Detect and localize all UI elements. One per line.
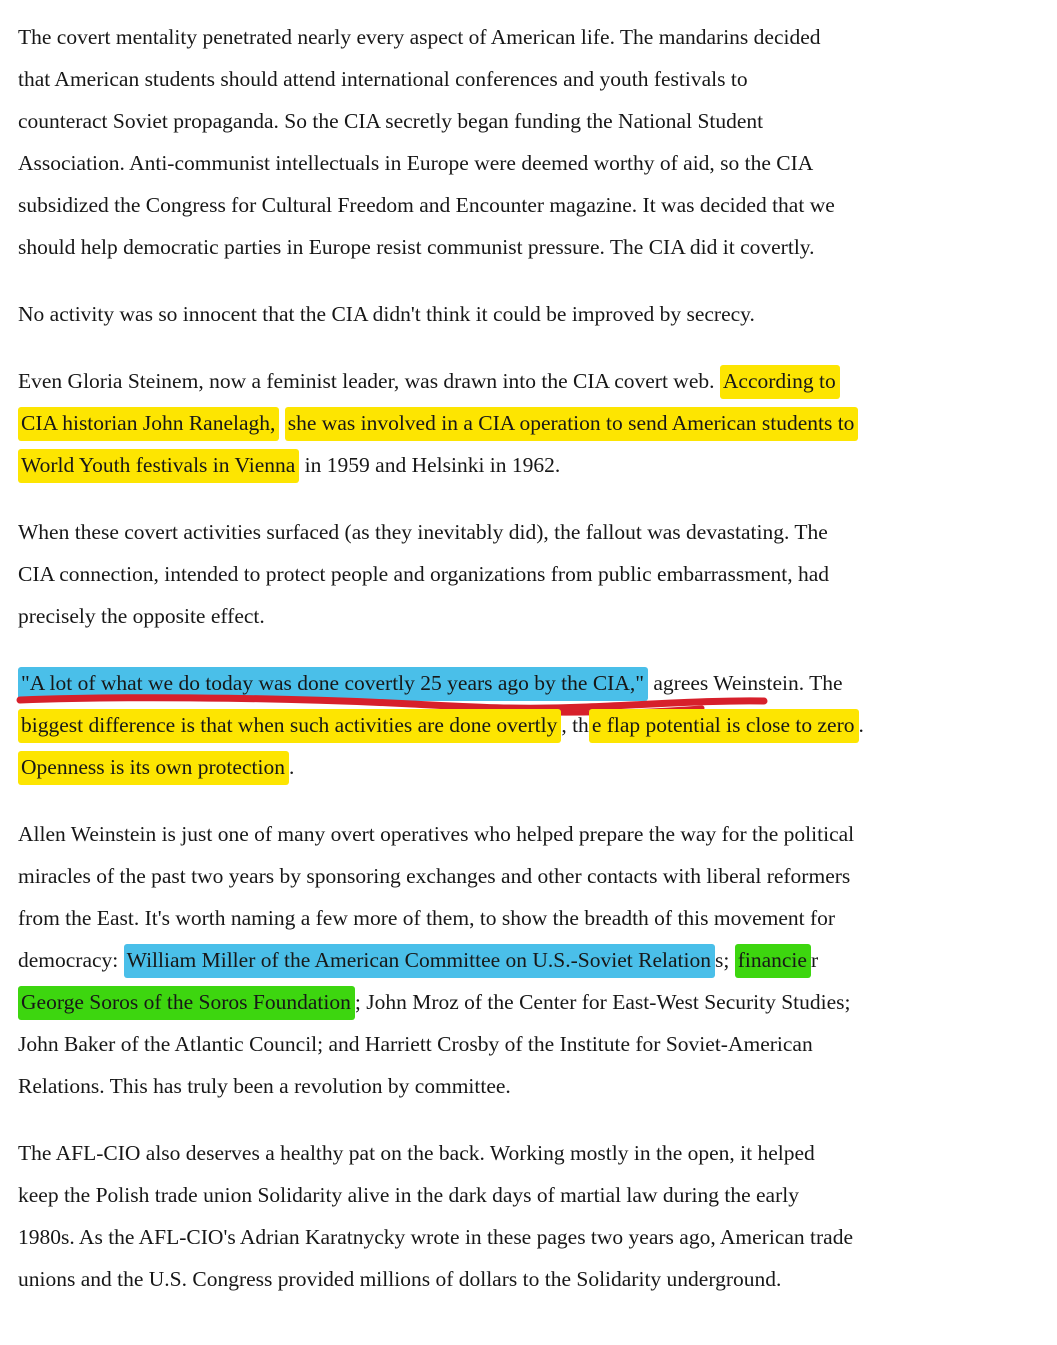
text-segment: unions and the U.S. Congress provided millions of dollars to the Solidarity underground. (18, 1267, 782, 1291)
text-segment: Allen Weinstein is just one of many overt operatives who helped prepare the way for the political (18, 822, 855, 846)
text-segment: The covert mentality penetrated nearly every aspect of American life. The mandarins decided (18, 25, 821, 49)
text-line (18, 1132, 1045, 1174)
blue-highlight-text: William Miller of the American Committee on U.S.-Soviet Relation (124, 944, 715, 978)
text-segment: precisely the opposite effect. (18, 604, 265, 628)
text-segment: , th (561, 713, 589, 737)
blue-highlight-text: "A lot of what we do today was done covertly 25 years ago by the CIA," (18, 667, 648, 701)
text-segment: miracles of the past two years by sponsoring exchanges and other contacts with liberal reformers (18, 864, 851, 888)
text-segment: CIA connection, intended to protect people and organizations from public embarrassment, had (18, 562, 829, 586)
text-segment: Even Gloria Steinem, now a feminist leader, was drawn into the CIA covert web. (18, 369, 720, 393)
text-segment: that American students should attend international conferences and youth festivals to (18, 67, 748, 91)
paragraph (18, 511, 1045, 637)
text-line (18, 704, 1045, 746)
text-line (18, 746, 1045, 788)
yellow-highlight-text: According to (720, 365, 840, 399)
text-line (18, 184, 1045, 226)
yellow-highlight-text: CIA historian John Ranelagh, (18, 407, 279, 441)
text-line (18, 360, 1045, 402)
text-line (18, 100, 1045, 142)
text-segment: from the East. It's worth naming a few more of them, to show the breadth of this movement for (18, 906, 836, 930)
paragraph (18, 813, 1045, 1107)
text-segment: agrees Weinstein. The (648, 671, 843, 695)
text-segment: keep the Polish trade union Solidarity alive in the dark days of martial law during the early (18, 1183, 799, 1207)
paragraph (18, 1132, 1045, 1300)
text-line (18, 511, 1045, 553)
text-segment (279, 411, 284, 435)
text-line (18, 444, 1045, 486)
text-segment: subsidized the Congress for Cultural Freedom and Encounter magazine. It was decided that we (18, 193, 835, 217)
text-line (18, 293, 1045, 335)
paragraph (18, 16, 1045, 268)
text-line (18, 1216, 1045, 1258)
text-line (18, 1065, 1045, 1107)
text-segment: Relations. This has truly been a revolution by committee. (18, 1074, 511, 1098)
text-line (18, 1023, 1045, 1065)
text-segment: The AFL-CIO also deserves a healthy pat on the back. Working mostly in the open, it helped (18, 1141, 815, 1165)
text-segment: . (288, 755, 295, 779)
text-line (18, 981, 1045, 1023)
text-segment: counteract Soviet propaganda. So the CIA secretly began funding the National Student (18, 109, 764, 133)
text-segment: Association. Anti-communist intellectuals in Europe were deemed worthy of aid, so the CIA (18, 151, 814, 175)
text-line (18, 58, 1045, 100)
green-highlight-text: financie (735, 944, 811, 978)
text-segment: ; John Mroz of the Center for East-West Security Studies; (354, 990, 851, 1014)
text-line (18, 939, 1045, 981)
yellow-highlight-text: World Youth festivals in Vienna (18, 449, 299, 483)
text-segment: in 1959 and Helsinki in 1962. (299, 453, 561, 477)
yellow-highlight-text: Openness is its own protection (18, 751, 289, 785)
text-line (18, 402, 1045, 444)
text-segment: democracy: (18, 948, 124, 972)
text-segment: s; (714, 948, 735, 972)
text-segment: John Baker of the Atlantic Council; and Harriett Crosby of the Institute for Soviet-American (18, 1032, 813, 1056)
paragraph (18, 293, 1045, 335)
text-line (18, 595, 1045, 637)
text-segment: should help democratic parties in Europe resist communist pressure. The CIA did it covertly. (18, 235, 815, 259)
text-segment: r (810, 948, 819, 972)
text-segment: 1980s. As the AFL-CIO's Adrian Karatnycky wrote in these pages two years ago, American trade (18, 1225, 854, 1249)
text-segment: No activity was so innocent that the CIA didn't think it could be improved by secrecy. (18, 302, 755, 326)
text-line (18, 897, 1045, 939)
text-line (18, 855, 1045, 897)
yellow-highlight-text: e flap potential is close to zero (589, 709, 859, 743)
text-line (18, 1258, 1045, 1300)
green-highlight-text: George Soros of the Soros Foundation (18, 986, 355, 1020)
text-segment: . (858, 713, 864, 737)
text-segment: When these covert activities surfaced (as they inevitably did), the fallout was devastating. The (18, 520, 828, 544)
text-line (18, 226, 1045, 268)
paragraph (18, 662, 1045, 788)
yellow-highlight-text: she was involved in a CIA operation to send American students to (285, 407, 859, 441)
paragraph (18, 360, 1045, 486)
text-line (18, 16, 1045, 58)
text-line (18, 813, 1045, 855)
text-line (18, 1174, 1045, 1216)
yellow-highlight-text: biggest difference is that when such activities are done overtly (18, 709, 561, 743)
text-line (18, 553, 1045, 595)
text-line (18, 662, 1045, 704)
text-line (18, 142, 1045, 184)
